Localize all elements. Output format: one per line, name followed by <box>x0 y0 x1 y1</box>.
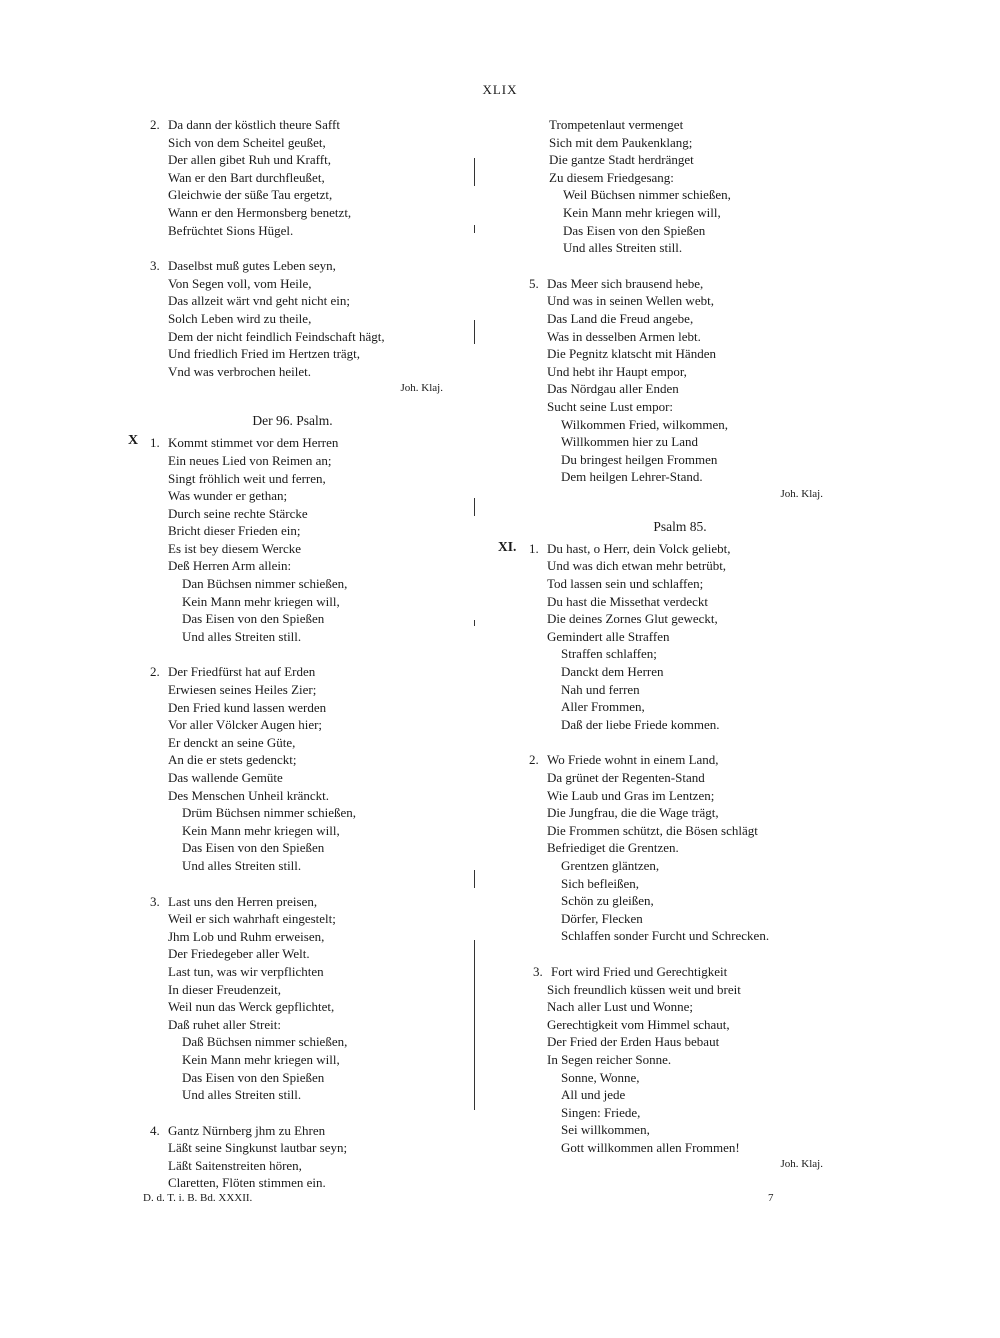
column-rule <box>474 498 475 516</box>
verse-line: Sich mit dem Paukenklang; <box>549 134 693 150</box>
refrain-line: Das Eisen von den Spießen <box>563 222 706 238</box>
verse-line: Und was in seinen Wellen webt, <box>547 293 714 309</box>
verse-line: Last uns den Herren preisen, <box>168 893 318 909</box>
verse-line: Du hast die Missethat verdeckt <box>547 593 709 609</box>
refrain-line: Nah und ferren <box>561 681 640 697</box>
refrain-line: Dan Büchsen nimmer schießen, <box>182 576 348 592</box>
refrain-line: Daß der liebe Friede kommen. <box>561 716 720 732</box>
verse-line: Zu diesem Friedgesang: <box>549 169 674 185</box>
verse-line: Da dann der köstlich theure Safft <box>168 117 340 132</box>
refrain-line: Sei willkommen, <box>561 1122 650 1138</box>
column-rule <box>474 225 475 233</box>
verse-line: Solch Leben wird zu theile, <box>168 310 312 326</box>
stanza <box>120 434 465 645</box>
verse-line: Die Pegnitz klatscht mit Händen <box>547 346 716 362</box>
verse-line: Der Fried der Erden Haus bebaut <box>547 1034 720 1050</box>
verse-line: Gerechtigkeit vom Himmel schaut, <box>547 1016 730 1032</box>
stanza <box>495 275 835 502</box>
verse-line: Vnd was verbrochen heilet. <box>168 363 311 379</box>
stanza <box>495 116 835 257</box>
verse-line: Die gantze Stadt herdränget <box>549 152 694 168</box>
verse-line: Der Friedegeber aller Welt. <box>168 946 310 962</box>
verse-line: Nach aller Lust und Wonne; <box>547 999 694 1015</box>
refrain-line: Kein Mann mehr kriegen will, <box>182 1051 340 1067</box>
refrain-line: Und alles Streiten still. <box>182 857 302 873</box>
stanza <box>120 663 465 874</box>
refrain-line: Schön zu gleißen, <box>561 893 654 909</box>
refrain-line: Aller Frommen, <box>561 699 645 715</box>
stanza-number: 4. <box>150 1122 160 1138</box>
right-column <box>495 116 835 1172</box>
verse-line: Das Land die Freud angebe, <box>547 310 694 326</box>
verse-line: Deß Herren Arm allein: <box>168 558 292 574</box>
verse-line: Die deines Zornes Glut geweckt, <box>547 611 718 627</box>
refrain-line: Das Eisen von den Spießen <box>182 840 325 856</box>
refrain-line: Straffen schlaffen; <box>561 646 657 662</box>
left-column <box>120 116 465 1192</box>
verse-line: Gantz Nürnberg jhm zu Ehren <box>168 1122 326 1138</box>
verse-line: Befriediget die Grentzen. <box>547 840 679 856</box>
refrain-line: Sich befleißen, <box>561 875 639 891</box>
stanza-number: 2. <box>150 664 160 680</box>
verse-line: Da grünet der Regenten-Stand <box>547 770 705 785</box>
verse-line: Jhm Lob und Ruhm erweisen, <box>168 928 325 944</box>
section-marker: X <box>128 433 139 449</box>
stanza <box>120 1122 465 1192</box>
verse-line: Der allen gibet Ruh und Krafft, <box>168 152 331 168</box>
stanza-number: 2. <box>150 117 160 132</box>
refrain-line: Drüm Büchsen nimmer schießen, <box>182 805 357 821</box>
verse-line: Wo Friede wohnt in einem Land, <box>547 752 719 768</box>
verse-line: Weil nun das Werck gepflichtet, <box>168 999 335 1015</box>
author-signature: Joh. Klaj. <box>780 487 823 500</box>
column-rule <box>474 940 475 1110</box>
verse-line: Weil er sich wahrhaft eingestelt; <box>168 911 336 927</box>
refrain-line: Schlaffen sonder Furcht und Schrecken. <box>561 928 770 944</box>
verse-line: Das Meer sich brausend hebe, <box>547 275 704 291</box>
stanza <box>120 893 465 1104</box>
verse-line: Erwiesen seines Heiles Zier; <box>168 682 317 698</box>
stanza-number: 3. <box>533 963 543 979</box>
section-marker: XI. <box>498 538 517 554</box>
stanza-number: 1. <box>150 435 160 451</box>
verse-line: Tod lassen sein und schlaffen; <box>547 576 704 592</box>
refrain-line: Weil Büchsen nimmer schießen, <box>563 187 731 203</box>
stanza-number: 5. <box>529 275 539 291</box>
stanza <box>495 751 835 945</box>
refrain-line: Das Eisen von den Spießen <box>182 611 325 627</box>
refrain-line: Kein Mann mehr kriegen will, <box>182 593 340 609</box>
verse-line: Was in desselben Armen lebt. <box>547 328 701 344</box>
author-signature: Joh. Klaj. <box>780 1158 823 1171</box>
column-rule <box>474 158 475 186</box>
column-rule <box>474 320 475 344</box>
stanza-number: 3. <box>150 893 160 909</box>
verse-line: Gleichwie der süße Tau ergetzt, <box>168 187 333 203</box>
verse-line: Des Menschen Unheil kränckt. <box>168 787 330 803</box>
stanza <box>120 257 465 396</box>
verse-line: Ein neues Lied von Reimen an; <box>168 452 332 468</box>
refrain-line: Gott willkommen allen Frommen! <box>561 1139 740 1155</box>
verse-line: Kommt stimmet vor dem Herren <box>168 435 339 451</box>
refrain-line: Dem heilgen Lehrer-Stand. <box>561 469 703 485</box>
refrain-line: Singen: Friede, <box>561 1104 641 1120</box>
verse-line: Singt fröhlich weit und ferren, <box>168 470 326 486</box>
verse-line: Last tun, was wir verpflichten <box>168 963 324 979</box>
verse-line: Und was dich etwan mehr betrübt, <box>547 558 727 574</box>
verse-line: Das allzeit wärt vnd geht nicht ein; <box>168 293 350 309</box>
refrain-line: Grentzen gläntzen, <box>561 857 660 873</box>
refrain-line: Wilkommen Fried, wilkommen, <box>561 416 729 432</box>
refrain-line: Daß Büchsen nimmer schießen, <box>182 1034 348 1050</box>
verse-line: Die Jungfrau, die die Wage trägt, <box>547 805 719 821</box>
stanza <box>495 540 835 734</box>
verse-line: Du hast, o Herr, dein Volck geliebt, <box>547 540 731 556</box>
stanza <box>120 116 465 239</box>
stanza-number: 2. <box>529 752 539 768</box>
verse-line: Durch seine rechte Stärcke <box>168 505 308 521</box>
verse-line: Dem der nicht feindlich Feindschaft hägt, <box>168 328 385 344</box>
psalm-title: Psalm 85. <box>653 518 707 534</box>
verse-line: Fort wird Fried und Gerechtigkeit <box>551 963 728 979</box>
verse-line: Den Fried kund lassen werden <box>168 699 327 715</box>
verse-line: Wan er den Bart durchfleußet, <box>168 169 325 185</box>
verse-line: Wann er den Hermonsberg benetzt, <box>168 204 352 220</box>
verse-line: Claretten, Flöten stimmen ein. <box>168 1175 326 1191</box>
verse-line: Das Nördgau aller Enden <box>547 381 679 397</box>
verse-line: In dieser Freudenzeit, <box>168 981 281 997</box>
stanza <box>495 963 835 1173</box>
verse-line: Gemindert alle Straffen <box>547 628 670 644</box>
verse-line: Was wunder er gethan; <box>168 488 288 504</box>
column-rule <box>474 870 475 888</box>
verse-line: Daß ruhet aller Streit: <box>168 1016 281 1032</box>
stanza-number: 3. <box>150 258 160 274</box>
verse-line: Daselbst muß gutes Leben seyn, <box>168 258 336 274</box>
verse-line: Trompetenlaut vermenget <box>549 117 684 132</box>
refrain-line: Das Eisen von den Spießen <box>182 1069 325 1085</box>
verse-line: Vor aller Völcker Augen hier; <box>168 717 323 733</box>
refrain-line: Und alles Streiten still. <box>182 1087 302 1103</box>
refrain-line: Dörfer, Flecken <box>561 910 643 926</box>
refrain-line: Kein Mann mehr kriegen will, <box>563 204 721 220</box>
refrain-line: Sonne, Wonne, <box>561 1069 640 1085</box>
author-signature: Joh. Klaj. <box>400 382 443 395</box>
verse-line: Der Friedfürst hat auf Erden <box>168 664 316 680</box>
verse-line: Das wallende Gemüte <box>168 770 283 785</box>
verse-line: Sich freundlich küssen weit und breit <box>547 981 741 997</box>
column-rule <box>474 620 475 626</box>
verse-line: Sich von dem Scheitel geußet, <box>168 134 326 150</box>
page-number: XLIX <box>482 82 518 97</box>
verse-line: Und hebt ihr Haupt empor, <box>547 363 687 379</box>
verse-line: Die Frommen schützt, die Bösen schlägt <box>547 822 758 838</box>
verse-line: Läßt seine Singkunst lautbar seyn; <box>168 1140 348 1156</box>
refrain-line: Und alles Streiten still. <box>563 240 683 256</box>
verse-line: Läßt Saitenstreiten hören, <box>168 1157 302 1173</box>
verse-line: Er denckt an seine Güte, <box>168 734 296 750</box>
verse-line: Es ist bey diesem Wercke <box>168 540 302 556</box>
stanza-number: 1. <box>529 540 539 556</box>
refrain-line: Du bringest heilgen Frommen <box>561 451 718 467</box>
refrain-line: All und jede <box>561 1087 626 1103</box>
verse-line: Befrüchtet Sions Hügel. <box>168 222 294 238</box>
verse-line: An die er stets gedenckt; <box>168 752 297 768</box>
refrain-line: Danckt dem Herren <box>561 664 664 680</box>
footer-volume: D. d. T. i. B. Bd. XXXII. <box>143 1192 253 1204</box>
refrain-line: Und alles Streiten still. <box>182 628 302 644</box>
verse-line: Wie Laub und Gras im Lentzen; <box>547 787 715 803</box>
verse-line: Bricht dieser Frieden ein; <box>168 523 301 539</box>
refrain-line: Kein Mann mehr kriegen will, <box>182 822 340 838</box>
refrain-line: Willkommen hier zu Land <box>561 434 699 450</box>
footer-page-number: 7 <box>768 1192 774 1204</box>
verse-line: Und friedlich Fried im Hertzen trägt, <box>168 346 361 362</box>
verse-line: Sucht seine Lust empor: <box>547 398 674 414</box>
psalm-title: Der 96. Psalm. <box>252 413 333 429</box>
verse-line: Von Segen voll, vom Heile, <box>168 275 312 291</box>
verse-line: In Segen reicher Sonne. <box>547 1051 672 1067</box>
